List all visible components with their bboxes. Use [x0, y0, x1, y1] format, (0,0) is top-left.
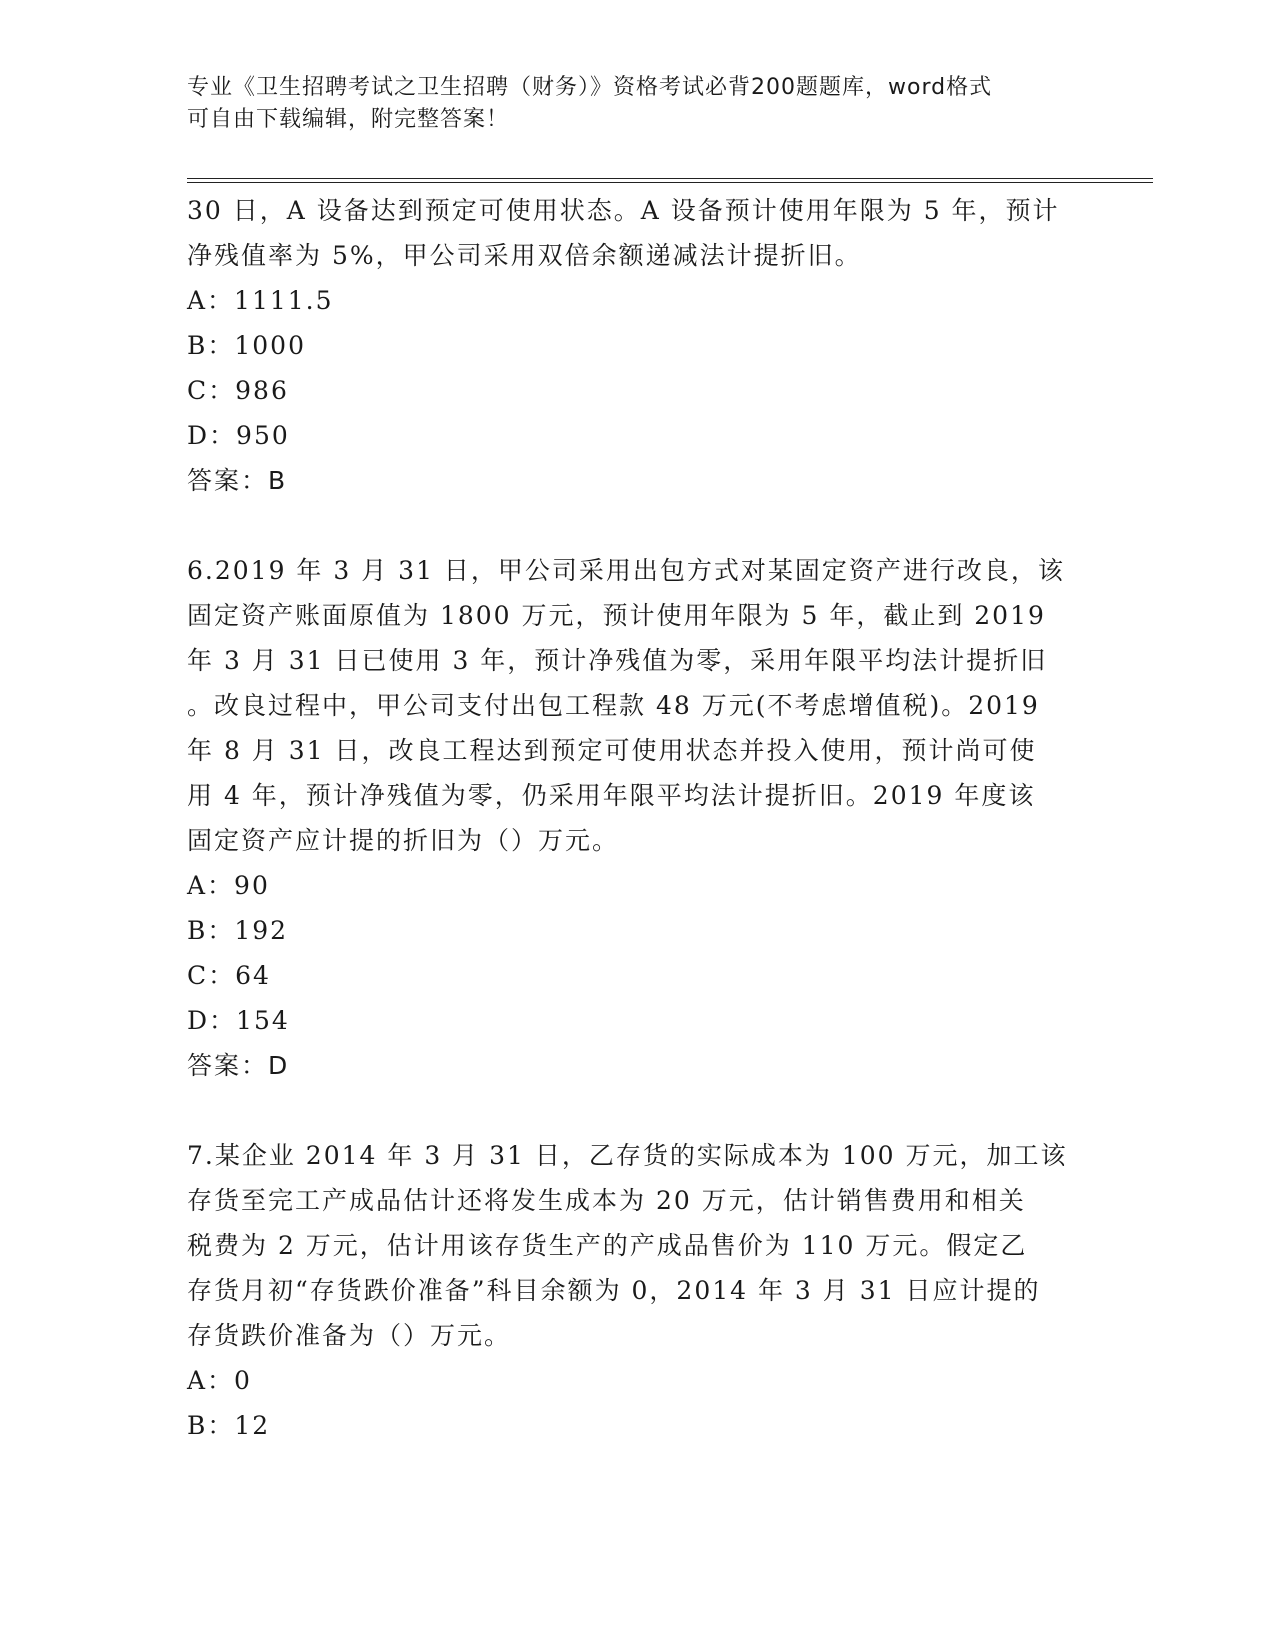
option-a: A：1111.5 [187, 286, 334, 315]
question-stem-line: 30 日，A 设备达到预定可使用状态。A 设备预计使用年限为 5 年，预计 [187, 196, 1060, 225]
question-stem-line: 年 8 月 31 日，改良工程达到预定可使用状态并投入使用，预计尚可使 [187, 736, 1037, 765]
option-b: B：1000 [187, 331, 306, 360]
option-c: C：986 [187, 376, 289, 405]
option-a: A：90 [187, 871, 270, 900]
option-d: D：950 [187, 421, 290, 450]
question-5 [187, 188, 1087, 503]
answer: 答案：B [187, 466, 288, 495]
option-b: B：12 [187, 1411, 271, 1440]
question-stem-line: 6.2019 年 3 月 31 日，甲公司采用出包方式对某固定资产进行改良，该 [187, 556, 1065, 585]
question-stem-line: 存货月初“存货跌价准备”科目余额为 0，2014 年 3 月 31 日应计提的 [187, 1276, 1041, 1305]
question-stem-line: 年 3 月 31 日已使用 3 年，预计净残值为零，采用年限平均法计提折旧 [187, 646, 1048, 675]
question-stem-line: 用 4 年，预计净残值为零，仍采用年限平均法计提折旧。2019 年度该 [187, 781, 1036, 810]
option-a: A：0 [187, 1366, 252, 1395]
question-6 [187, 548, 1087, 1088]
question-stem-line: 固定资产应计提的折旧为（）万元。 [187, 826, 620, 855]
option-b: B：192 [187, 916, 289, 945]
question-stem-line: 7.某企业 2014 年 3 月 31 日，乙存货的实际成本为 100 万元，加工该 [187, 1141, 1068, 1170]
header-divider-top [187, 178, 1153, 179]
header-line-2: 可自由下载编辑，附完整答案！ [187, 107, 510, 132]
spacer [187, 503, 1087, 548]
question-stem-line: 净残值率为 5%，甲公司采用双倍余额递减法计提折旧。 [187, 241, 862, 270]
header-line-1: 专业《卫生招聘考试之卫生招聘（财务）》资格考试必背200题题库，word格式 [187, 75, 993, 100]
question-stem-line: 固定资产账面原值为 1800 万元，预计使用年限为 5 年，截止到 2019 [187, 601, 1046, 630]
question-stem-line: 存货至完工产成品估计还将发生成本为 20 万元，估计销售费用和相关 [187, 1186, 1026, 1215]
question-stem-line: 。改良过程中，甲公司支付出包工程款 48 万元(不考虑增值税)。2019 [187, 691, 1040, 720]
page-content [187, 188, 1087, 1448]
document-header [187, 72, 1087, 136]
header-divider-bottom [187, 182, 1153, 183]
question-7 [187, 1133, 1087, 1448]
question-stem-line: 税费为 2 万元，估计用该存货生产的产成品售价为 110 万元。假定乙 [187, 1231, 1028, 1260]
option-c: C：64 [187, 961, 271, 990]
option-d: D：154 [187, 1006, 290, 1035]
spacer [187, 1088, 1087, 1133]
question-stem-line: 存货跌价准备为（）万元。 [187, 1321, 512, 1350]
answer: 答案：D [187, 1051, 290, 1080]
